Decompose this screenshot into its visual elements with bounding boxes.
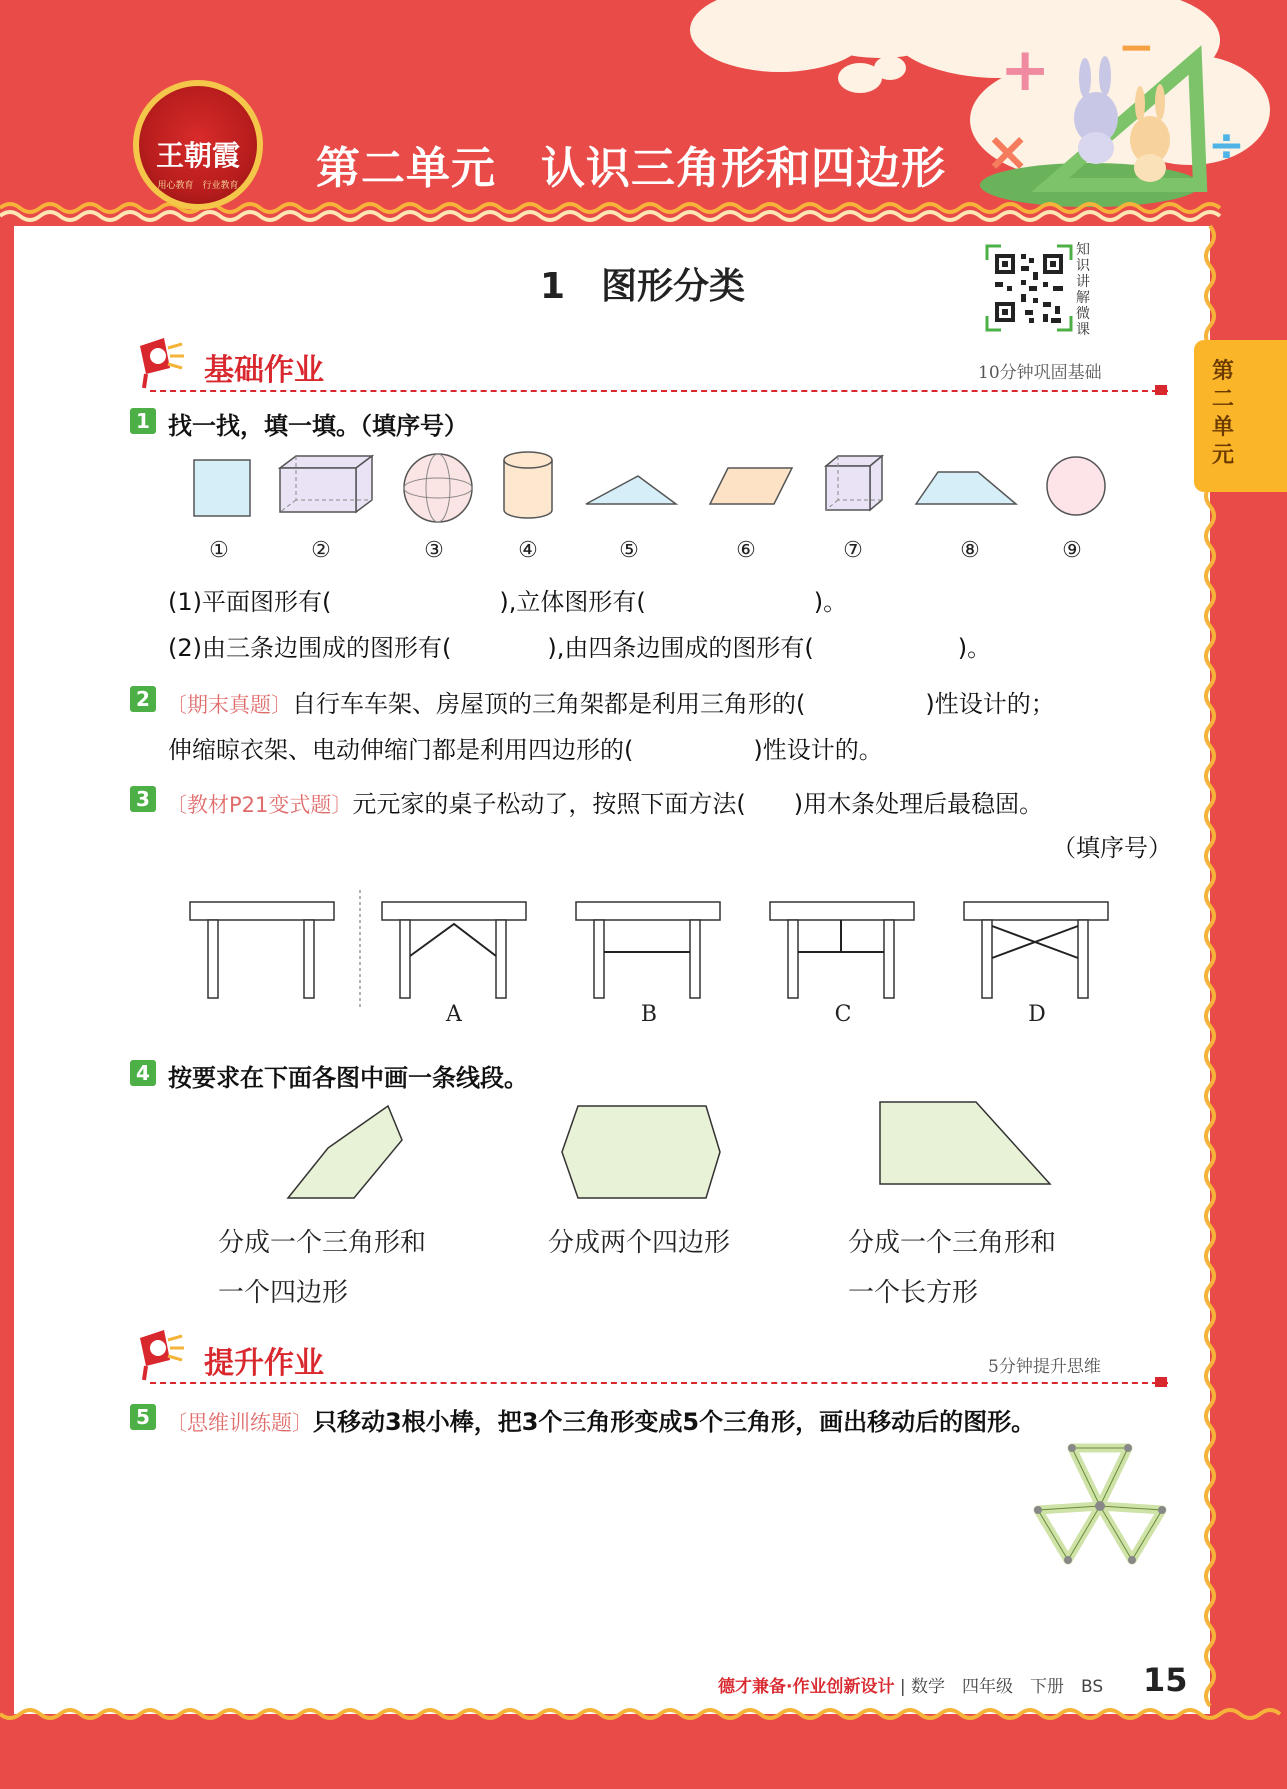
shape-label: ⑦	[843, 538, 863, 563]
advanced-section-note: 5分钟提升思维	[988, 1357, 1101, 1377]
svg-text:+: +	[1000, 35, 1051, 105]
q2-tag: 〔期末真题〕	[166, 693, 292, 717]
q4-number: 4	[130, 1060, 156, 1086]
lesson-title: 1 图形分类	[540, 266, 746, 307]
q1-shapes	[180, 448, 1120, 538]
advanced-section-rule	[150, 1382, 1168, 1384]
q2-line1-text: 自行车车架、房屋顶的三角架都是利用三角形的( )性设计的；	[292, 690, 1055, 718]
matchstick-figure	[1020, 1438, 1180, 1568]
option-label[interactable]: A	[446, 1002, 462, 1027]
footer-separator: |	[894, 1677, 912, 1697]
shape-label: ⑨	[1062, 538, 1082, 563]
qr-code-icon[interactable]	[985, 244, 1073, 332]
q1-number: 1	[130, 408, 156, 434]
q3-text-body: 元元家的桌子松动了，按照下面方法( )用木条处理后最稳固。	[352, 790, 1044, 818]
q4-caption-line: 分成两个四边形	[548, 1228, 731, 1258]
q4-caption-line: 分成一个三角形和	[218, 1228, 427, 1258]
rule-end	[1155, 1377, 1167, 1387]
q4-caption-line: 一个长方形	[848, 1278, 979, 1308]
basic-section-rule	[150, 390, 1168, 392]
q3-number: 3	[130, 786, 156, 812]
q2-line2[interactable]: 伸缩晾衣架、电动伸缩门都是利用四边形的( )性设计的。	[168, 736, 883, 764]
footer-info: 数学 四年级 下册 BS	[911, 1677, 1104, 1697]
megaphone-icon	[130, 334, 190, 394]
q4-caption-line: 分成一个三角形和	[848, 1228, 1057, 1258]
page-number: 15	[1143, 1661, 1188, 1699]
side-tab-label: 第二单元	[1212, 359, 1235, 468]
shape-label: ②	[311, 538, 331, 563]
q3-tables	[180, 886, 1120, 1016]
rule-end	[1155, 385, 1167, 395]
q4-text: 按要求在下面各图中画一条线段。	[168, 1064, 528, 1092]
q2-line1[interactable]	[166, 684, 1055, 719]
svg-text:÷: ÷	[1208, 120, 1245, 171]
advanced-section-title: 提升作业	[204, 1346, 324, 1381]
shape-label: ③	[424, 538, 444, 563]
q3-hint: （填序号）	[1052, 834, 1172, 862]
shape-label: ⑥	[736, 538, 756, 563]
svg-text:×: ×	[985, 120, 1031, 183]
logo-name: 王朝霞	[155, 139, 240, 172]
shape-label: ⑧	[960, 538, 980, 563]
shape-label: ④	[518, 538, 538, 563]
logo-slogan: 用心教育 行业教育	[157, 181, 239, 191]
q1-text: 找一找，填一填。（填序号）	[168, 412, 468, 440]
q2-number: 2	[130, 686, 156, 712]
brand-logo	[133, 80, 263, 210]
footer	[718, 1672, 1103, 1697]
option-label[interactable]: D	[1028, 1002, 1046, 1027]
q4-caption-line: 一个四边形	[218, 1278, 349, 1308]
q3-text[interactable]	[166, 784, 1043, 819]
qr-label: 知识讲解微课	[1076, 242, 1090, 338]
megaphone-icon	[130, 1326, 190, 1386]
shape-label: ⑤	[619, 538, 639, 563]
q5-tag: 〔思维训练题〕	[166, 1411, 313, 1435]
q3-tag: 〔教材P21变式题〕	[166, 793, 353, 817]
q1-sub2[interactable]: (2)由三条边围成的图形有( ),由四条边围成的图形有( )。	[168, 634, 992, 662]
q4-shapes[interactable]	[240, 1094, 1120, 1206]
footer-brand: 德才兼备·作业创新设计	[718, 1677, 895, 1697]
option-label[interactable]: B	[640, 1002, 658, 1027]
shape-label: ①	[209, 538, 229, 563]
q5-text-body: 只移动3根小棒，把3个三角形变成5个三角形，画出移动后的图形。	[313, 1408, 1036, 1436]
unit-title: 第二单元 认识三角形和四边形	[316, 143, 946, 194]
q5-number: 5	[130, 1404, 156, 1430]
basic-section-title: 基础作业	[204, 353, 324, 388]
option-label[interactable]: C	[834, 1002, 852, 1027]
basic-section-note: 10分钟巩固基础	[978, 363, 1102, 383]
side-tab	[1194, 340, 1287, 492]
svg-text:−: −	[1118, 22, 1155, 73]
q1-sub1[interactable]: (1)平面图形有( ),立体图形有( )。	[168, 588, 848, 616]
q5-text	[166, 1402, 1035, 1437]
